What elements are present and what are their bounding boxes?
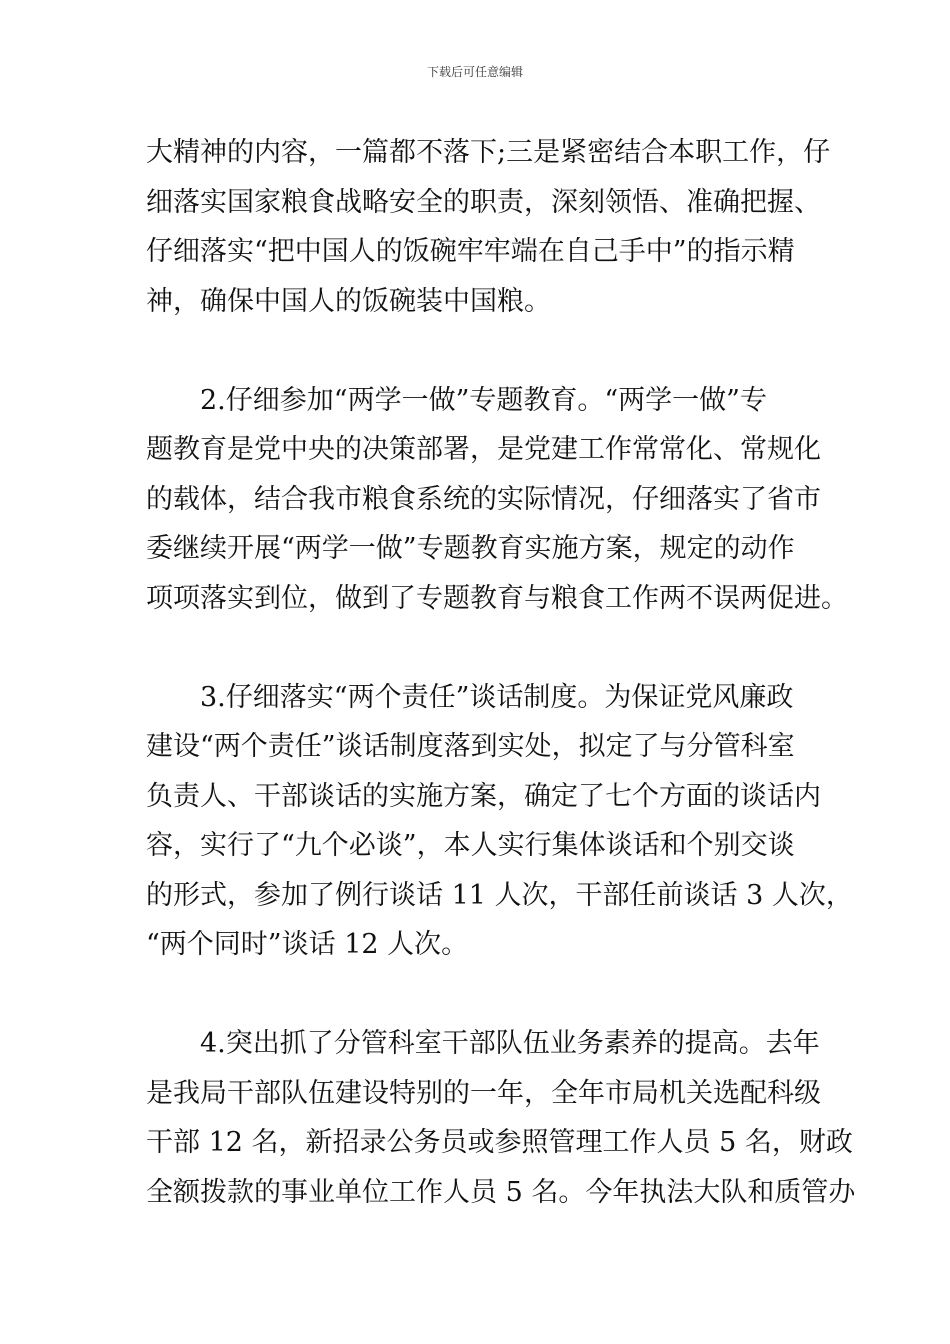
paragraph-2 <box>146 376 848 624</box>
paragraph-line: 容，实行了“九个必谈”，本人实行集体谈话和个别交谈 <box>146 830 795 861</box>
paragraph-line: “两个同时”谈话 12 人次。 <box>146 929 469 960</box>
paragraph-line: 仔细落实“把中国人的饭碗牢牢端在自己手中”的指示精 <box>146 236 795 267</box>
paragraph-line: 题教育是党中央的决策部署，是党建工作常常化、常规化 <box>146 434 821 465</box>
paragraph-line: 干部 12 名，新招录公务员或参照管理工作人员 5 名，财政 <box>146 1127 853 1158</box>
paragraph-line: 的形式，参加了例行谈话 11 人次，干部任前谈话 3 人次， <box>146 879 853 911</box>
paragraph-line: 细落实国家粮食战略安全的职责，深刻领悟、准确把握、 <box>146 186 821 218</box>
paragraph-line: 项项落实到位，做到了专题教育与粮食工作两不误两促进。 <box>146 582 848 614</box>
paragraph-line: 全额拨款的事业单位工作人员 5 名。今年执法大队和质管办 <box>146 1176 856 1208</box>
paragraph-line: 的载体，结合我市粮食系统的实际情况，仔细落实了省市 <box>146 483 821 515</box>
paragraph-line: 4.突出抓了分管科室干部队伍业务素养的提高。去年 <box>200 1028 820 1059</box>
paragraph-line: 是我局干部队伍建设特别的一年，全年市局机关选配科级 <box>146 1077 821 1109</box>
document-body <box>146 128 856 1217</box>
page-header: 下载后可任意编辑 <box>426 65 523 79</box>
paragraph-4 <box>146 1019 856 1217</box>
paragraph-gap <box>146 623 812 673</box>
paragraph-gap <box>146 326 812 376</box>
paragraph-1 <box>146 128 831 326</box>
paragraph-line: 大精神的内容，一篇都不落下;三是紧密结合本职工作，仔 <box>146 137 831 168</box>
paragraph-line: 负责人、干部谈话的实施方案，确定了七个方面的谈话内 <box>146 780 821 812</box>
paragraph-3 <box>146 673 853 970</box>
paragraph-line: 神，确保中国人的饭碗装中国粮。 <box>146 285 551 317</box>
paragraph-line: 2.仔细参加“两学一做”专题教育。“两学一做”专 <box>200 384 767 416</box>
paragraph-line: 建设“两个责任”谈话制度落到实处，拟定了与分管科室 <box>146 731 795 762</box>
paragraph-line: 委继续开展“两学一做”专题教育实施方案，规定的动作 <box>146 533 795 564</box>
paragraph-line: 3.仔细落实“两个责任”谈话制度。为保证党风廉政 <box>200 681 794 713</box>
paragraph-gap <box>146 970 812 1020</box>
